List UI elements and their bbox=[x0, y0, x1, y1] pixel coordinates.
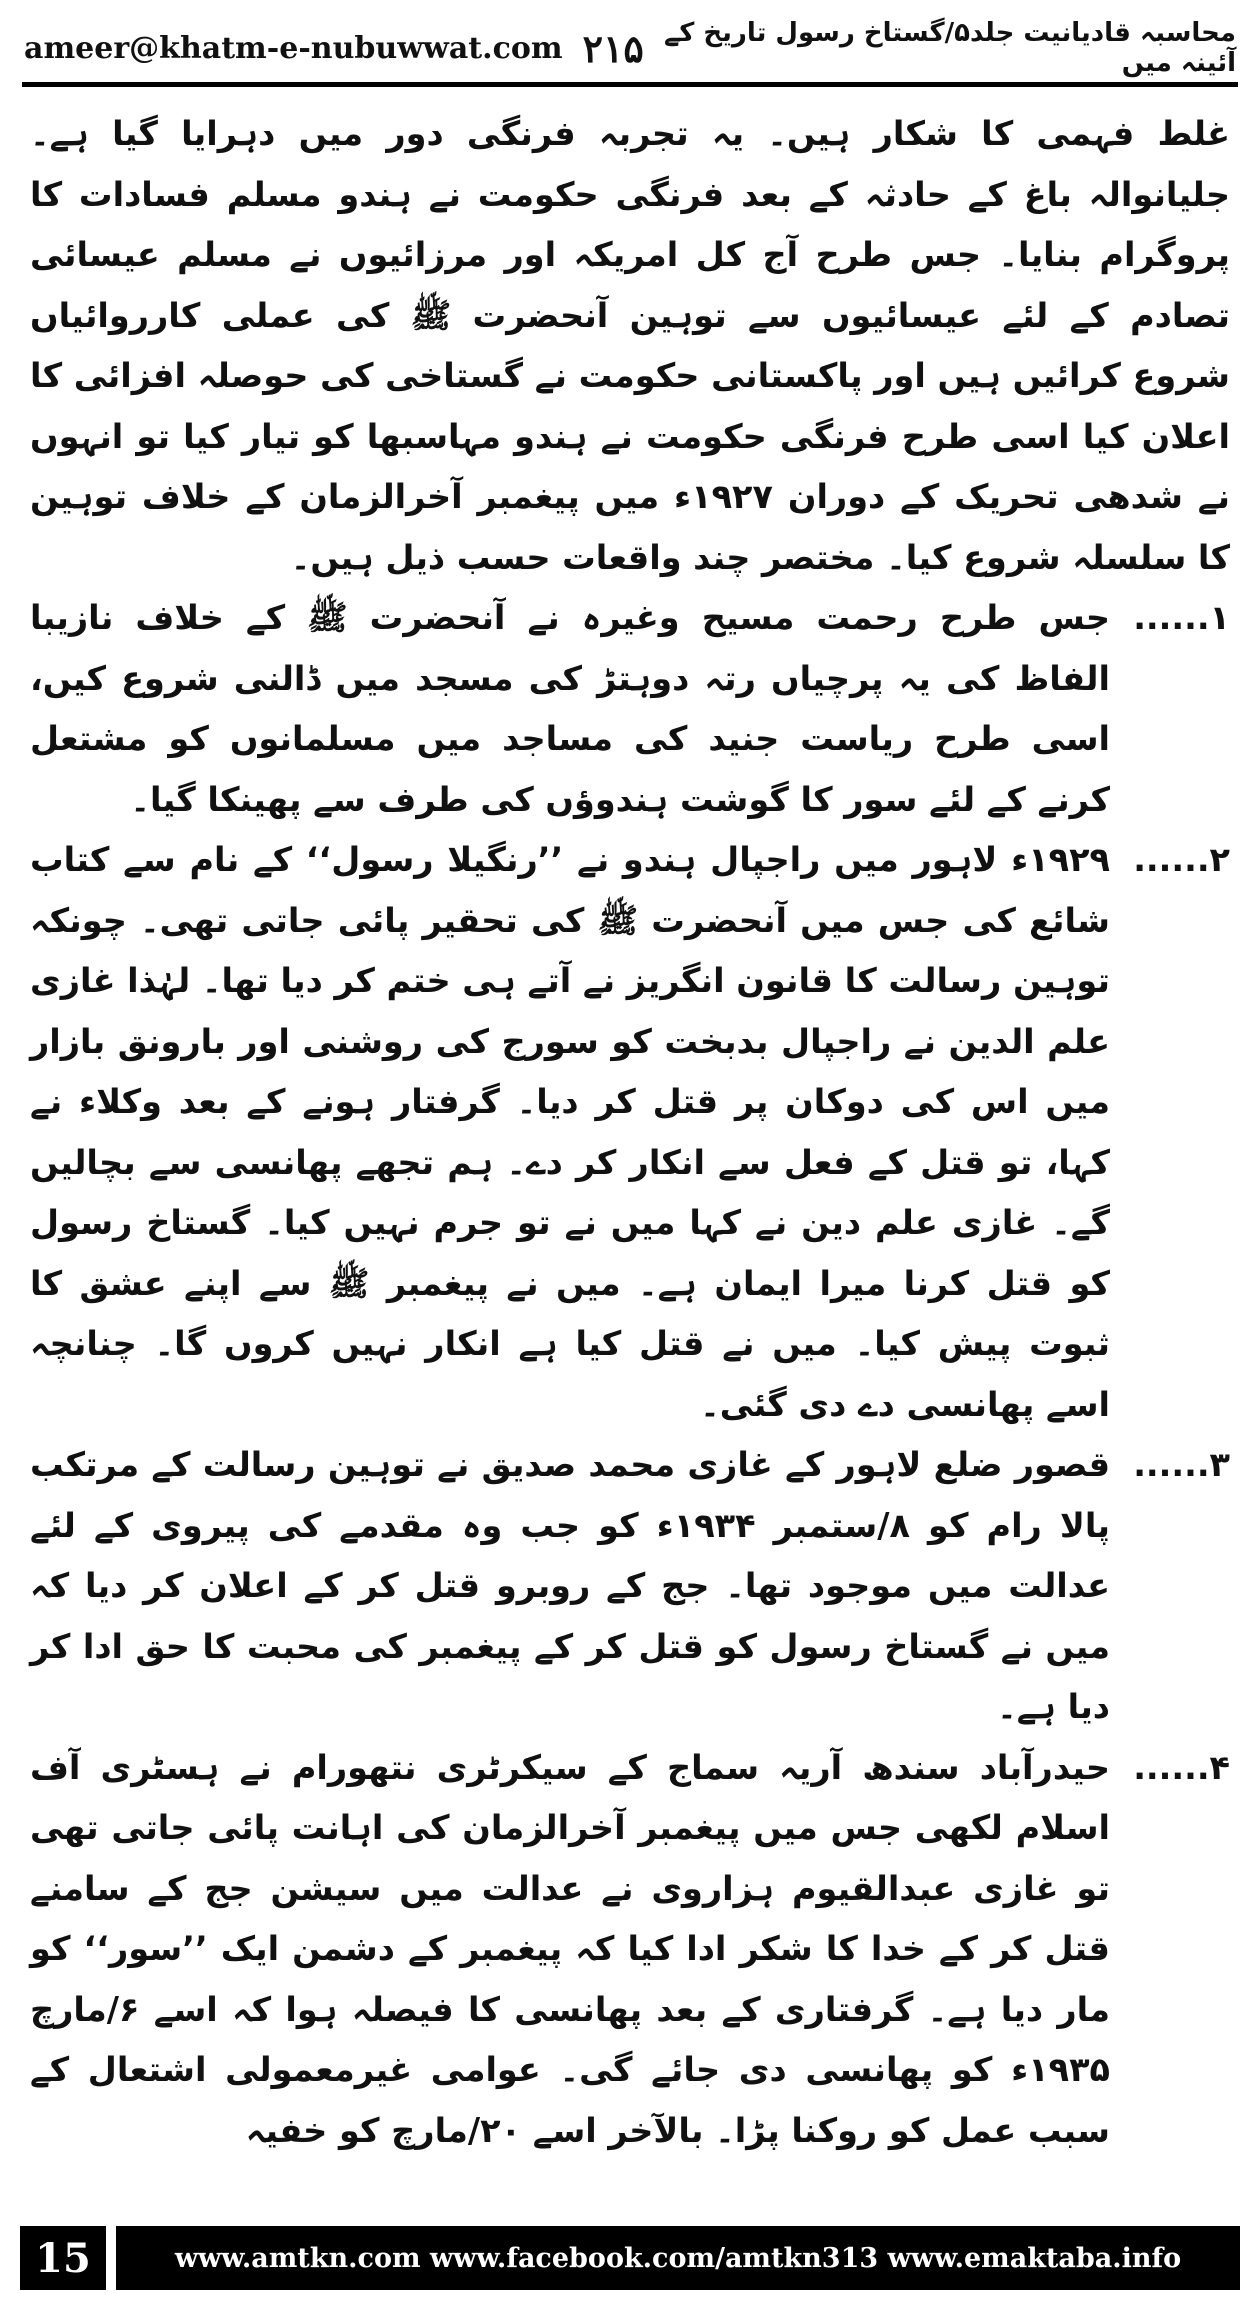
header-book-title: محاسبہ قادیانیت جلد۵/گستاخ رسول تاریخ کے آئینہ میں bbox=[663, 18, 1236, 78]
list-item-text: جس طرح رحمت مسیح وغیرہ نے آنحضرت ﷺ کے خلاف نازیبا الفاظ کی یہ پرچیاں رتہ دوہتڑ کی مسجد میں ڈالنی شروع کیں، اسی طرح ریاست جنید کی مساجد میں مسلمانوں کو مشتعل کرنے کے لئے سور کا گوشت ہندوؤں کی طرف سے پھینکا گیا۔ bbox=[30, 598, 1110, 819]
list-item-text: ۱۹۲۹ء لاہور میں راجپال ہندو نے ’’رنگیلا رسول‘‘ کے نام سے کتاب شائع کی جس میں آنحضرت ﷺ کی تحقیر پائی جاتی تھی۔ چونکہ توہین رسالت کا قانون انگریز نے آتے ہی ختم کر دیا تھا۔ لہٰذا غازی علم الدین نے راجپال بدبخت کو سورج کی روشنی اور بارونق بازار میں اس کی دوکان پر قتل کر دیا۔ گرفتار ہونے کے بعد وکلاء نے کہا، تو قتل کے فعل سے انکار کر دے۔ ہم تجھے پھانسی سے بچالیں گے۔ غازی علم دین نے کہا میں نے تو جرم نہیں کیا۔ گستاخ رسول کو قتل کرنا میرا ایمان ہے۔ میں نے پیغمبر ﷺ سے اپنے عشق کا ثبوت پیش کیا۔ میں نے قتل کیا ہے انکار نہیں کروں گا۔ چنانچہ اسے پھانسی دے دی گئی۔ bbox=[30, 840, 1110, 1424]
list-item bbox=[30, 830, 1230, 1435]
list-item-number: ۲...... bbox=[1133, 840, 1230, 879]
list-item-text: حیدرآباد سندھ آریہ سماج کے سیکرٹری نتھورام نے ہسٹری آف اسلام لکھی جس میں پیغمبر آخرالزمان کی اہانت پائی جاتی تھی تو غازی عبدالقیوم ہزاروی نے عدالت میں سیشن جج کے سامنے قتل کر کے خدا کا شکر ادا کیا کہ پیغمبر کے دشمن ایک ’’سور‘‘ کو مار دیا ہے۔ گرفتاری کے بعد پھانسی کا فیصلہ ہوا کہ اسے ۶/مارچ ۱۹۳۵ء کو پھانسی دی جائے گی۔ عوامی غیرمعمولی اشتعال کے سبب عمل کو روکنا پڑا۔ بالآخر اسے ۲۰/مارچ کو خفیہ bbox=[30, 1747, 1110, 2150]
header-page-number: ۲۱۵ bbox=[582, 25, 644, 71]
header-rule bbox=[22, 82, 1238, 87]
page-header bbox=[24, 18, 1236, 78]
list-item-text: قصور ضلع لاہور کے غازی محمد صدیق نے توہین رسالت کے مرتکب پالا رام کو ۸/ستمبر ۱۹۳۴ء کو جب وہ مقدمے کی پیروی کے لئے عدالت میں موجود تھا۔ جج کے روبرو قتل کر کے اعلان کر دیا کہ میں نے گستاخ رسول کو قتل کر کے پیغمبر کی محبت کا حق ادا کر دیا ہے۔ bbox=[30, 1445, 1111, 1726]
header-email[interactable]: ameer@khatm-e-nubuwwat.com bbox=[24, 30, 563, 66]
page-footer bbox=[20, 2226, 1240, 2290]
list-item bbox=[30, 1738, 1230, 2162]
footer-folio-number: 15 bbox=[20, 2226, 106, 2290]
list-item-number: ۳...... bbox=[1133, 1445, 1230, 1484]
intro-paragraph: غلط فہمی کا شکار ہیں۔ یہ تجربہ فرنگی دور میں دہرایا گیا ہے۔ جلیانوالہ باغ کے حادثہ کے بعد فرنگی حکومت نے ہندو مسلم فسادات کا پروگرام بنایا۔ جس طرح آج کل امریکہ اور مرزائیوں نے مسلم عیسائی تصادم کے لئے عیسائیوں سے توہین آنحضرت ﷺ کی عملی کارروائیاں شروع کرائیں ہیں اور پاکستانی حکومت نے گستاخی کی حوصلہ افزائی کا اعلان کیا اسی طرح فرنگی حکومت نے ہندو مہاسبھا کو تیار کیا تو انہوں نے شدھی تحریک کے دوران ۱۹۲۷ء میں پیغمبر آخرالزمان کے خلاف توہین کا سلسلہ شروع کیا۔ مختصر چند واقعات حسب ذیل ہیں۔ bbox=[30, 114, 1231, 577]
list-item bbox=[30, 1435, 1230, 1738]
list-item bbox=[30, 588, 1230, 830]
footer-website-links[interactable]: www.amtkn.com www.facebook.com/amtkn313 www.emaktaba.info bbox=[116, 2226, 1240, 2290]
list-item-number: ۴...... bbox=[1133, 1747, 1230, 1787]
page-body bbox=[30, 104, 1230, 2184]
list-item-number: ۱...... bbox=[1133, 598, 1230, 637]
